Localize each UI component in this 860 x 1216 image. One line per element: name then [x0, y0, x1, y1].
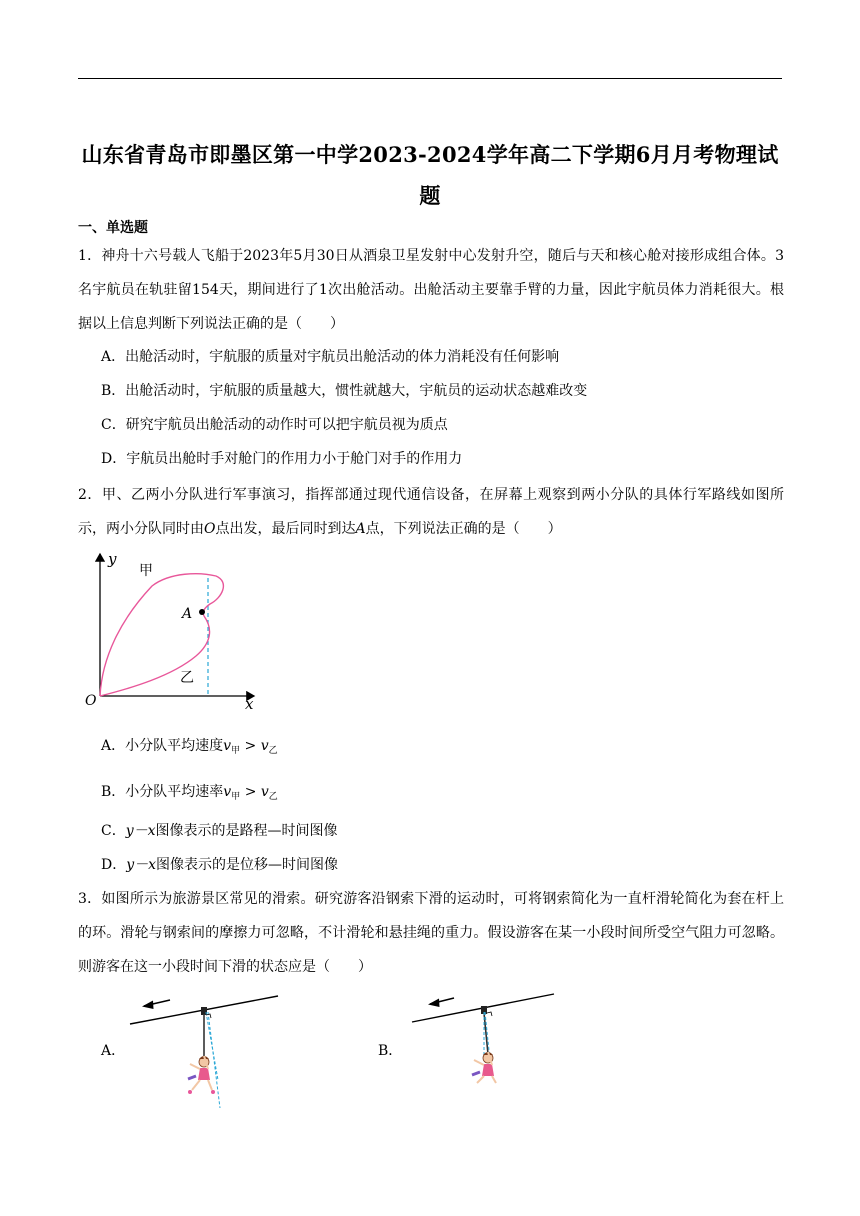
q3-option-a-figure [126, 990, 282, 1108]
section-heading: 一、单选题 [78, 220, 148, 236]
q2-route-figure [82, 548, 264, 713]
q2-stem: 2．甲、乙两小分队进行军事演习，指挥部通过现代通信设备，在屏幕上观察到两小分队的具体行军路线如图所示，两小分队同时由O点出发，最后同时到达A点，下列说法正确的是（ ） [78, 487, 784, 537]
q2-option-a: A．小分队平均速度$v_甲 > v_乙$ [101, 738, 278, 756]
q2-option-d: D．y－x图像表示的是位移—时间图像 [101, 857, 339, 873]
q3-option-a-label: A． [101, 1043, 126, 1059]
q1-option-a: A．出舱活动时，宇航服的质量对宇航员出舱活动的体力消耗没有任何影响 [101, 349, 560, 365]
q1-option-b: B．出舱活动时，宇航服的质量越大，惯性就越大，宇航员的运动状态越难改变 [101, 383, 588, 399]
x-axis-label: x [245, 695, 254, 713]
arrow-head-b [428, 999, 440, 1008]
exam-title-line2: 题 [419, 183, 441, 208]
point-a-label: A [182, 606, 193, 622]
origin-label: O [85, 693, 97, 709]
point-a-marker [199, 609, 205, 615]
q1-option-d: D．宇航员出舱时手对舱门的作用力小于舱门对手的作用力 [101, 451, 463, 467]
tourist-figure-a [188, 1056, 215, 1094]
y-axis-label: y [108, 550, 117, 568]
route-jia-curve [100, 574, 223, 696]
arrow-head-a [142, 1001, 154, 1010]
q3-stem: 3．如图所示为旅游景区常见的滑索。研究游客沿钢索下滑的运动时，可将钢索简化为一直杆滑轮简化为套在杆上的环。滑轮与钢索间的摩擦力可忽略，不计滑轮和悬挂绳的重力。假设游客在某一小段时间所受空气阻力可忽略。则游客在这一小段时间下滑的状态应是（ ） [78, 891, 784, 975]
exam-title-line1: 山东省青岛市即墨区第一中学2023-2024学年高二下学期6月月考物理试 [81, 142, 779, 167]
path-yi-label: 乙 [180, 670, 194, 686]
q2-option-c: C．y－x图像表示的是路程—时间图像 [101, 823, 338, 839]
header-rule [78, 78, 782, 79]
path-jia-label: 甲 [139, 563, 153, 579]
q1-stem: 1．神舟十六号载人飞船于2023年5月30日从酒泉卫星发射中心发射升空，随后与天和核心舱对接形成组合体。3名宇航员在轨驻留154天，期间进行了1次出舱活动。出舱活动主要靠手臂的力量，因此宇航员体力消耗很大。根据以上信息判断下列说法正确的是（ ） [78, 248, 784, 332]
q2-option-b: B．小分队平均速率$v_甲 > v_乙$ [101, 784, 278, 802]
q3-option-b-figure [408, 990, 558, 1084]
tourist-figure-b [472, 1052, 496, 1083]
q3-option-b-label: B． [378, 1043, 403, 1059]
q1-option-c: C．研究宇航员出舱活动的动作时可以把宇航员视为质点 [101, 417, 448, 433]
right-angle-mark-b [487, 1012, 492, 1016]
